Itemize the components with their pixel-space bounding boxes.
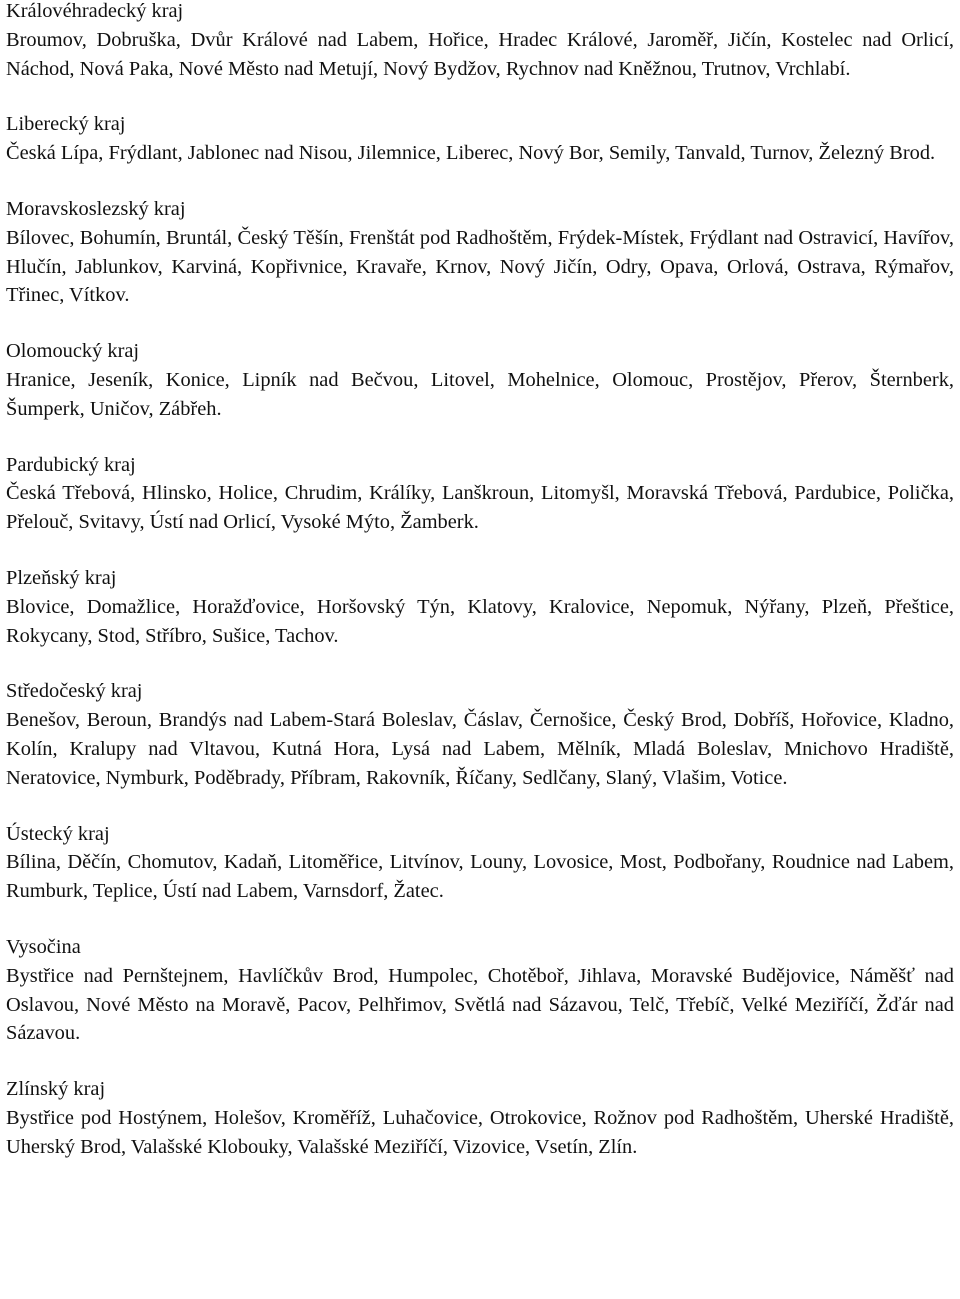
section-plzensky-kraj bbox=[6, 564, 954, 650]
section-body: Bílovec, Bohumín, Bruntál, Český Těšín, Frenštát pod Radhoštěm, Frýdek-Místek, Frýdlant nad Ostravicí, Havířov, Hlučín, Jablunkov, Karviná, Kopřivnice, Kravaře, Krnov, Nový Jičín, Odry, Opava, Orlová, Ostrava, Rýmařov, Třinec, Vítkov. bbox=[6, 226, 954, 307]
section-body: Česká Třebová, Hlinsko, Holice, Chrudim, Králíky, Lanškroun, Litomyšl, Moravská Třebová, Pardubice, Polička, Přelouč, Svitavy, Ústí nad Orlicí, Vysoké Mýto, Žamberk. bbox=[6, 482, 954, 534]
section-moravskoslezsky-kraj bbox=[6, 195, 954, 310]
section-stredocesky-kraj bbox=[6, 677, 954, 792]
section-pardubicky-kraj bbox=[6, 451, 954, 537]
section-body: Bílina, Děčín, Chomutov, Kadaň, Litoměřice, Litvínov, Louny, Lovosice, Most, Podbořany, Roudnice nad Labem, Rumburk, Teplice, Ústí nad Labem, Varnsdorf, Žatec. bbox=[6, 851, 954, 903]
section-title: Liberecký kraj bbox=[6, 113, 126, 136]
section-body: Česká Lípa, Frýdlant, Jablonec nad Nisou, Jilemnice, Liberec, Nový Bor, Semily, Tanvald, Turnov, Železný Brod. bbox=[6, 142, 936, 165]
section-kralovehradecky-kraj bbox=[6, 0, 954, 83]
section-title: Zlínský kraj bbox=[6, 1078, 106, 1101]
section-title: Královéhradecký kraj bbox=[6, 0, 184, 22]
section-body: Benešov, Beroun, Brandýs nad Labem-Stará Boleslav, Čáslav, Černošice, Český Brod, Dobříš, Hořovice, Kladno, Kolín, Kralupy nad Vltavou, Kutná Hora, Lysá nad Labem, Mělník, Mladá Boleslav, Mnichovo Hradiště, Neratovice, Nymburk, Poděbrady, Příbram, Rakovník, Říčany, Sedlčany, Slaný, Vlašim, Votice. bbox=[6, 709, 954, 789]
section-body: Bystřice pod Hostýnem, Holešov, Kroměříž, Luhačovice, Otrokovice, Rožnov pod Radhoštěm, Uherské Hradiště, Uherský Brod, Valašské Klobouky, Valašské Meziříčí, Vizovice, Vsetín, Zlín. bbox=[6, 1106, 954, 1158]
section-body: Broumov, Dobruška, Dvůr Králové nad Labem, Hořice, Hradec Králové, Jaroměř, Jičín, Kostelec nad Orlicí, Náchod, Nová Paka, Nové Město nad Metují, Nový Bydžov, Rychnov nad Kněžnou, Trutnov, Vrchlabí. bbox=[6, 28, 954, 80]
section-body: Blovice, Domažlice, Horažďovice, Horšovský Týn, Klatovy, Kralovice, Nepomuk, Nýřany, Plzeň, Přeštice, Rokycany, Stod, Stříbro, Sušice, Tachov. bbox=[6, 595, 954, 647]
section-olomoucky-kraj bbox=[6, 337, 954, 423]
section-ustecky-kraj bbox=[6, 820, 954, 906]
section-title: Pardubický kraj bbox=[6, 453, 136, 476]
section-liberecky-kraj bbox=[6, 110, 954, 168]
section-body: Bystřice nad Pernštejnem, Havlíčkův Brod, Humpolec, Chotěboř, Jihlava, Moravské Budějovice, Náměšť nad Oslavou, Nové Město na Moravě, Pacov, Pelhřimov, Světlá nad Sázavou, Telč, Třebíč, Velké Meziříčí, Žďár nad Sázavou. bbox=[6, 964, 954, 1045]
section-body: Hranice, Jeseník, Konice, Lipník nad Bečvou, Litovel, Mohelnice, Olomouc, Prostějov, Přerov, Šternberk, Šumperk, Uničov, Zábřeh. bbox=[6, 368, 954, 420]
section-title: Moravskoslezský kraj bbox=[6, 197, 186, 220]
section-title: Vysočina bbox=[6, 935, 81, 958]
section-vysocina bbox=[6, 933, 954, 1048]
section-title: Olomoucký kraj bbox=[6, 340, 140, 363]
section-title: Středočeský kraj bbox=[6, 680, 143, 703]
section-zlinsky-kraj bbox=[6, 1075, 954, 1161]
section-title: Ústecký kraj bbox=[6, 822, 110, 845]
section-title: Plzeňský kraj bbox=[6, 566, 117, 589]
